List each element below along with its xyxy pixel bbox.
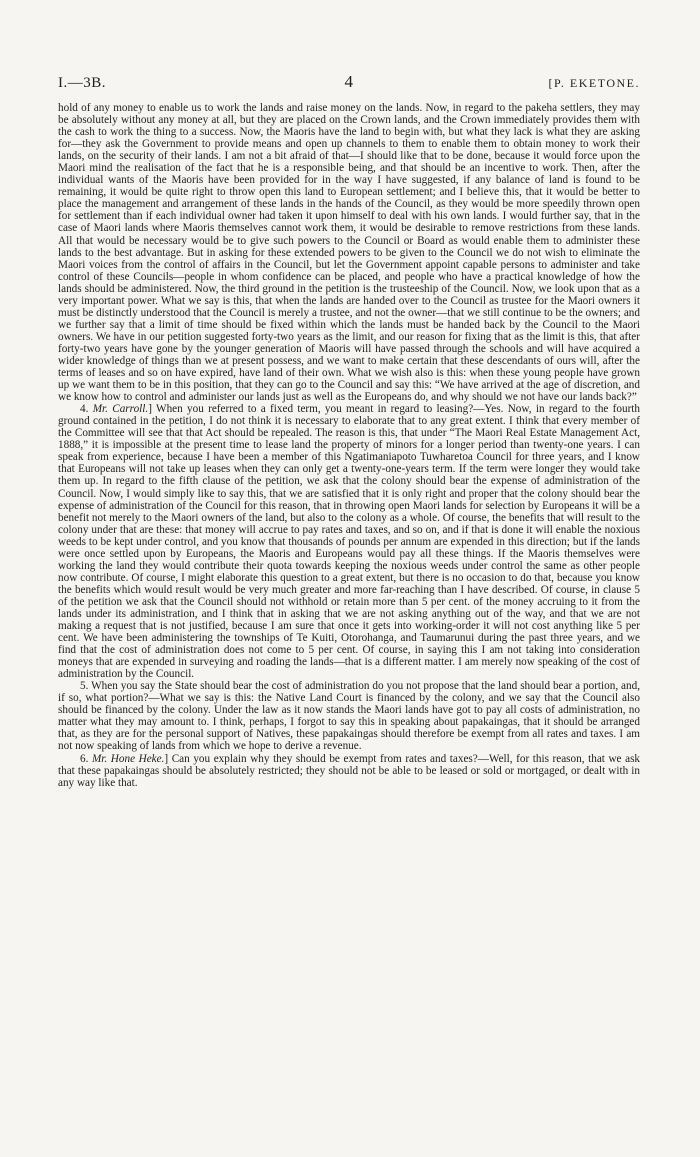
paragraph-text: ] Can you explain why they should be exempt from rates and taxes?—Well, for this reason, that we ask that these papakaingas should be absolutely restricted; they should not be able to be leased or sold or mortgaged, or dealt with in any way like that. xyxy=(58,752,641,789)
paragraph-text: ] When you referred to a fixed term, you meant in regard to leasing?—Yes. Now, in regard to the fourth ground contained in the petition, I do not think it is necessary to elaborate that to any great extent. I think that every member of the Committee will see that that Act should be repealed. The reason is this, that under “The Maori Real Estate Management Act, 1888,” it is impossible at the present time to lease land the property of minors for a longer period than twenty-one years. I can speak from experience, because I have been a member of this Ngatimaniapoto Tuwharetoa Council for three years, and I know that Europeans will not take up leases when they can only get a twenty-one-years term. If the term were longer they would take them up. In regard to the fifth clause of the petition, we ask that the colony should bear the expense of administration of the Council. Now, I would simply like to say this, that we are satisfied that it is only right and proper that the colony should bear the expense of administration of the Council for this reason, that in throwing open Maori lands for selection by Europeans it will be a benefit not merely to the Maori owners of the land, but also to the colony as a whole. Of course, the benefits that will result to the colony under that are these: that money will accrue to pay rates and taxes, and so on, and if that is done it will enable the noxious weeds to be kept under control, and you know that thousands of pounds per annum are expended in this direction; but if the lands were once settled upon by Europeans, the Maoris and Europeans would pay all these things. If the Maoris themselves were working the land they would contribute their quota towards keeping the noxious weeds under control the same as other people now contribute. Of course, I might elaborate this question to a great extent, but there is no occasion to do that, because you know the benefits which would result would be very much greater and more far-reaching than I have described. Of course, in clause 5 of the petition we ask that the Council should not withhold or retain more than 5 per cent. of the money accruing to it from the lands under its administration, and I think that in asking that we are not asking anything out of the way, and that we are not making a request that is not justified, because I am sure that once it gets into working-order it will not cost anything like 5 per cent. We have been administering the townships of Te Kuiti, Otorohanga, and Taumarunui during the past three years, and we find that the cost of administration does not come to 5 per cent. Of course, in saying this I am not taking into consideration moneys that are expended in surveying and roading the lands—that is a different matter. I am merely now speaking of the cost of administration by the Council. xyxy=(58,403,641,681)
document-body xyxy=(58,102,640,789)
paragraph-question-6 xyxy=(58,753,640,789)
paper-reference: I.—3B. xyxy=(58,75,106,91)
paragraph-question-5 xyxy=(58,680,640,752)
paragraph-question-4 xyxy=(58,403,640,680)
paragraph-text: hold of any money to enable us to work the lands and raise money on the lands. Now, in regard to the pakeha settlers, they may be absolutely without any money at all, but they are placed on the Crown lands, and the Crown immediately provides them with the cash to work the thing to a success. Now, the Maoris have the land to begin with, but what they lack is what they are asking for—they ask the Government to provide means and open up channels to them to enable them to obtain money to work their lands, on the security of their lands. I am not a bit afraid of that—I should like that to be done, because it would force upon the Maori mind the realisation of the fact that he is a responsible being, and that should be an incentive to work. Then, after the individual wants of the Maoris have been provided for in the way I have suggested, if any balance of land is found to be remaining, it would be quite right to throw open this land to European settlement; and I believe this, that it would be better to place the management and arrangement of these lands in the hands of the Council, as they would be more speedily thrown open for settlement than if each individual owner had taken it upon himself to deal with his own lands. I would further say, that in the case of Maori lands where Maoris themselves cannot work them, it would be desirable to remove restrictions from these lands. All that would be necessary would be to give such powers to the Council or Board as would enable them to administer these lands to the best advantage. But in asking for these extended powers to be given to the Council we do not wish to eliminate the Maori voices from the control of affairs in the Council, but let the Government appoint capable persons to administer and take control of these Councils—people in whom confidence can be placed, and people who have a practical knowledge of how the lands should be administered. Now, the third ground in the petition is the trusteeship of the Council. Now, we look upon that as a very important power. What we say is this, that when the lands are handed over to the Council as trustee for the Maori owners it must be distinctly understood that the Council is merely a trustee, and not the owner—that we still continue to be the owners; and we further say that a limit of time should be fixed within which the lands must be handed back by the Council to the Maori owners. We have in our petition suggested forty-two years as the limit, and our reason for fixing that as the limit is this, that after forty-two years have gone by the younger generation of Maoris will have passed through the schools and will have acquired a wider knowledge of things than we at present possess, and we want to make certain that these descendants of ours will, after the terms of leases and so on have expired, have land of their own. What we wish also is this: when these young people have grown up we want them to be in this position, that they can go to the Council and say this: “We have arrived at the age of discretion, and we know how to control and administer our lands just as well as the Europeans do, and why should we not have our lands back?” xyxy=(58,102,640,404)
witness-name: [P. EKETONE. xyxy=(548,76,640,90)
paragraph-text: 5. When you say the State should bear the cost of administration do you not propose that the land should bear a portion, and, if so, what portion?—What we say is this: the Native Land Court is financed by the colony, and we say that the Council also should be financed by the colony. Under the law as it now stands the Maori lands have got to pay all costs of administration, no matter what they may amount to. I think, perhaps, I forgot to say this in speaking about papakaingas, that it should be arranged that, as they are for the personal support of Natives, these papakaingas should therefore be exempt from all rates and taxes. I am not now speaking of lands from which we hope to derive a revenue. xyxy=(58,680,640,753)
page-number: 4 xyxy=(344,72,354,91)
paragraph-text: 6. xyxy=(80,752,92,765)
paragraph-continued xyxy=(58,102,640,403)
speaker-name: Mr. Carroll. xyxy=(92,403,149,416)
paragraph-text: 4. xyxy=(80,403,93,416)
speaker-name: Mr. Hone Heke. xyxy=(91,752,165,765)
page-header xyxy=(58,72,640,92)
document-page xyxy=(58,72,640,789)
